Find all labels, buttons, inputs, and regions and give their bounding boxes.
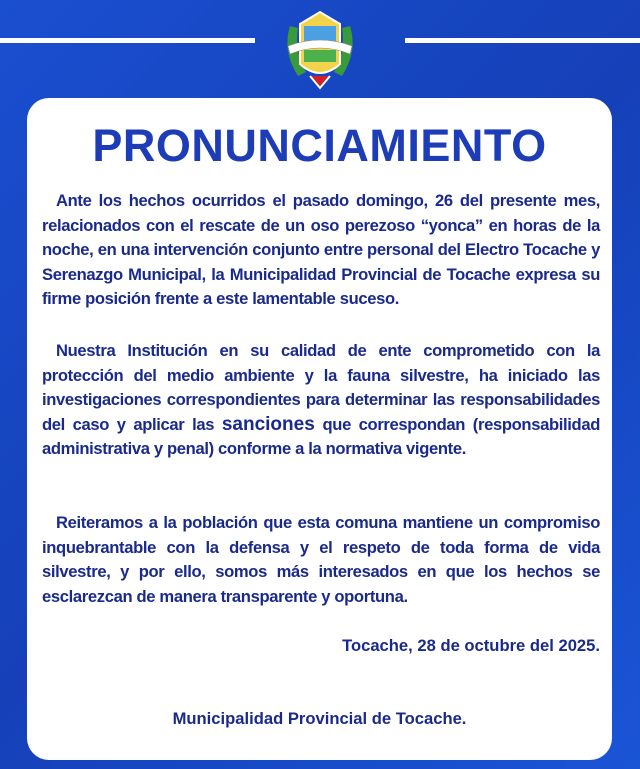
municipal-crest-logo bbox=[280, 6, 360, 92]
announcement-card bbox=[27, 98, 612, 760]
sanciones-emphasis: sanciones bbox=[221, 413, 315, 435]
paragraph-2-text-end: que correspondan (responsabilidad administrativa y penal) conforme a la normativa vigente. bbox=[42, 414, 600, 459]
paragraph-2 bbox=[42, 339, 600, 462]
page-title: PRONUNCIAMIENTO bbox=[92, 120, 547, 171]
paragraph-1: Ante los hechos ocurridos el pasado domingo, 26 del presente mes, relacionados con el rescate de un oso perezoso “yonca” en horas de la noche, en una intervención conjunto entre personal del Electro Tocache y Serenazgo Municipal, la Municipalidad Provincial de Tocache expresa su firme posición frente a este lamentable suceso. bbox=[42, 191, 600, 309]
date-line: Tocache, 28 de octubre del 2025. bbox=[342, 636, 600, 655]
paragraph-3: Reiteramos a la población que esta comuna mantiene un compromiso inquebrantable con la defensa y el respeto de toda forma de vida silvestre, y por ello, somos más interesados en que los hechos se esclarezcan de manera transparente y oportuna. bbox=[42, 513, 600, 606]
signature: Municipalidad Provincial de Tocache. bbox=[172, 709, 467, 728]
decorative-line-right bbox=[405, 38, 640, 43]
decorative-line-left bbox=[0, 38, 255, 43]
paragraph-2-text: Nuestra Institución en su calidad de ente comprometido con la protección del medio ambiente y la fauna silvestre, ha iniciado las investigaciones correspondientes para determinar las responsabilidades del caso y aplicar las bbox=[42, 341, 600, 434]
